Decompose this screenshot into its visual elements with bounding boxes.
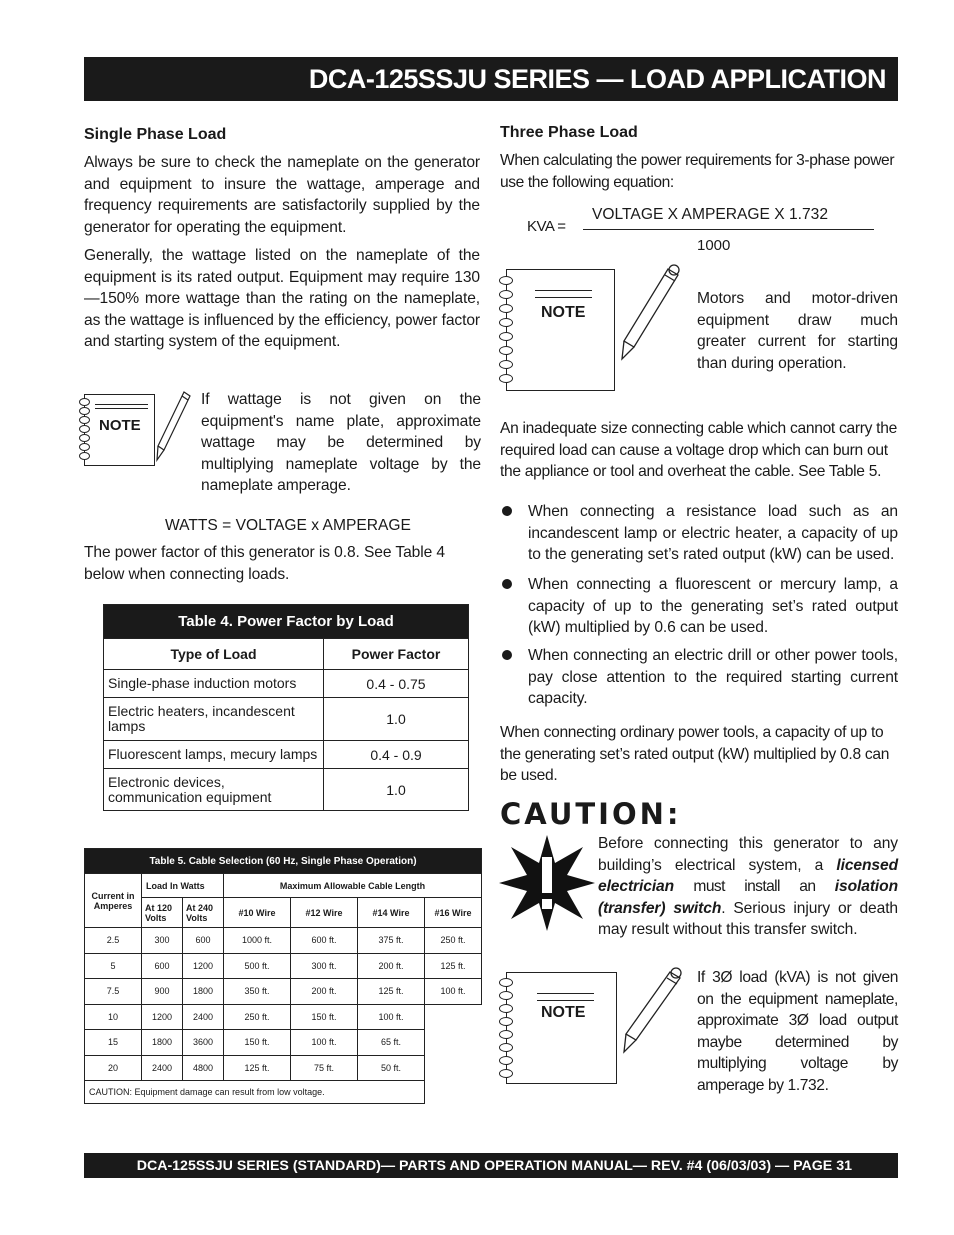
table-cell: Single-phase induction motors: [104, 670, 324, 698]
table-cell: [425, 1004, 482, 1030]
table-cell: 2400: [142, 1055, 183, 1081]
note-text-3phase: If 3Ø load (kVA) is not given on the equipment nameplate, approximate 3Ø load output maybe determined by multiplying voltage by amperage by 1.732.: [697, 969, 898, 1094]
table-cell: 2400: [183, 1004, 224, 1030]
bullet-item: When connecting a fluorescent or mercury lamp, a capacity of up to the generating set’s rated output (kW) multiplied by 0.6 can be used.: [528, 576, 898, 636]
table-cell: 100 ft.: [291, 1030, 358, 1056]
bullet-icon: [502, 506, 512, 516]
table-cell: 600 ft.: [291, 928, 358, 954]
cable-selection-table: [84, 848, 482, 1104]
bullet-item: When connecting a resistance load such as an incandescent lamp or electric heater, a capacity of up to the generating set’s rated output (kW) can be used.: [528, 503, 898, 563]
caution-heading: CAUTION:: [500, 797, 682, 831]
table5-header: #14 Wire: [358, 898, 425, 928]
table-cell: 150 ft.: [224, 1030, 291, 1056]
table-cell: 300: [142, 928, 183, 954]
pencil-icon: [154, 388, 194, 464]
table-row: [85, 928, 482, 954]
table4-caption: Table 4. Power Factor by Load: [104, 605, 469, 639]
pencil-icon: [614, 263, 684, 363]
table-cell: 125 ft.: [425, 953, 482, 979]
bullet-icon: [502, 650, 512, 660]
table5-header: At 120 Volts: [142, 898, 183, 928]
table-cell: 600: [183, 928, 224, 954]
table-row: [104, 670, 469, 698]
table-cell: 250 ft.: [425, 928, 482, 954]
table5-header: #12 Wire: [291, 898, 358, 928]
table5-caption: Table 5. Cable Selection (60 Hz, Single Phase Operation): [85, 849, 482, 874]
bullet-item: When connecting an electric drill or other power tools, pay close attention to the required starting current capacity.: [528, 647, 898, 707]
table-cell: 15: [85, 1030, 142, 1056]
footer-text: DCA-125SSJU SERIES (STANDARD)— PARTS AND OPERATION MANUAL— REV. #4 (06/03/03) — PAGE 31: [136, 1157, 852, 1174]
table-cell: 1800: [142, 1030, 183, 1056]
table5-header: #16 Wire: [425, 898, 482, 928]
page-title: DCA-125SSJU SERIES — LOAD APPLICATION: [308, 63, 886, 94]
note-icon: NOTE: [506, 972, 617, 1084]
pencil-icon: [616, 966, 686, 1056]
table-cell: 4800: [183, 1055, 224, 1081]
table-cell: 150 ft.: [291, 1004, 358, 1030]
table5-header: Current in Amperes: [85, 874, 142, 928]
table-cell: 100 ft.: [358, 1004, 425, 1030]
table-row: [85, 1055, 482, 1081]
table-cell: 0.4 - 0.9: [324, 741, 469, 769]
bullet-icon: [502, 579, 512, 589]
note-text-wattage: If wattage is not given on the equipment's name plate, approximate wattage may be determined by multiplying nameplate voltage by the nameplate amperage.: [201, 391, 481, 494]
table-cell: Electronic devices, communication equipment: [104, 769, 324, 811]
table-cell: 1.0: [324, 698, 469, 741]
table-cell: 7.5: [85, 979, 142, 1005]
single-phase-para2: Generally, the wattage listed on the nameplate of the equipment is its rated output. Equipment may require 130—150% more wattage than the rating on the nameplate, as the wattage is influenced by the efficiency, power factor and starting system of the equipment.: [84, 247, 480, 350]
kva-label: KVA =: [527, 218, 566, 235]
table5-header: Load In Watts: [142, 874, 224, 898]
table-cell: 0.4 - 0.75: [324, 670, 469, 698]
single-phase-heading: Single Phase Load: [84, 126, 227, 143]
table-cell: 600: [142, 953, 183, 979]
table5-header: #10 Wire: [224, 898, 291, 928]
table-cell: 65 ft.: [358, 1030, 425, 1056]
table-cell: 200 ft.: [358, 953, 425, 979]
table-cell: 1200: [183, 953, 224, 979]
table-cell: 50 ft.: [358, 1055, 425, 1081]
table-cell: 5: [85, 953, 142, 979]
single-phase-para1: Always be sure to check the nameplate on the generator and equipment to insure the wattage, amperage and frequency requirements are satisfactorily supplied by the generator for operating the equipment.: [84, 154, 480, 236]
power-factor-para: The power factor of this generator is 0.8. See Table 4 below when connecting loads.: [84, 544, 445, 583]
table-row: [85, 1030, 482, 1056]
table-cell: 3600: [183, 1030, 224, 1056]
table-cell: [425, 1055, 482, 1081]
table-cell: 1.0: [324, 769, 469, 811]
table-cell: 2.5: [85, 928, 142, 954]
table-cell: 375 ft.: [358, 928, 425, 954]
page-title-bar: [84, 57, 898, 101]
table-cell: [425, 1030, 482, 1056]
table-row: [104, 741, 469, 769]
table4-header: Type of Load: [104, 639, 324, 670]
warning-burst-icon: [497, 833, 597, 933]
table-cell: 900: [142, 979, 183, 1005]
watts-formula: WATTS = VOLTAGE x AMPERAGE: [165, 517, 411, 534]
table-row: [85, 1004, 482, 1030]
cable-para: An inadequate size connecting cable which cannot carry the required load can cause a voltage drop which can burn out the appliance or tool and overheat the cable. See Table 5.: [500, 420, 897, 480]
table-cell: Fluorescent lamps, mecury lamps: [104, 741, 324, 769]
table-cell: 1000 ft.: [224, 928, 291, 954]
table-cell: 500 ft.: [224, 953, 291, 979]
table-row: [104, 698, 469, 741]
table-cell: 75 ft.: [291, 1055, 358, 1081]
table-cell: 350 ft.: [224, 979, 291, 1005]
three-phase-heading: Three Phase Load: [500, 124, 638, 141]
table-cell: 125 ft.: [358, 979, 425, 1005]
kva-numerator: VOLTAGE X AMPERAGE X 1.732: [592, 206, 829, 223]
three-phase-para1: When calculating the power requirements for 3-phase power use the following equation:: [500, 152, 895, 191]
power-factor-table: [103, 604, 469, 811]
table-cell: Electric heaters, incandescent lamps: [104, 698, 324, 741]
note-icon: NOTE: [506, 269, 615, 391]
note-text-motors: Motors and motor-driven equipment draw much greater current for starting than during operation.: [697, 290, 898, 372]
table-cell: 200 ft.: [291, 979, 358, 1005]
caution-text: Before connecting this generator to any building’s electrical system, a licensed electrician must install an isolation (transfer) switch. Serious injury or death may result without this transfer switch.: [598, 835, 898, 938]
table-cell: 10: [85, 1004, 142, 1030]
table-cell: 125 ft.: [224, 1055, 291, 1081]
table5-header: Maximum Allowable Cable Length: [224, 874, 482, 898]
table-cell: 20: [85, 1055, 142, 1081]
table-row: [85, 979, 482, 1005]
table4-header: Power Factor: [324, 639, 469, 670]
fraction-line: [583, 229, 874, 230]
table-cell: 250 ft.: [224, 1004, 291, 1030]
note-icon: NOTE: [84, 394, 155, 466]
power-tools-para: When connecting ordinary power tools, a capacity of up to the generating set’s rated output (kW) multiplied by 0.8 can be used.: [500, 724, 890, 784]
table-cell: 1200: [142, 1004, 183, 1030]
table-cell: 300 ft.: [291, 953, 358, 979]
table5-header: At 240 Volts: [183, 898, 224, 928]
table5-footnote: CAUTION: Equipment damage can result from low voltage.: [85, 1081, 425, 1104]
table-cell: 100 ft.: [425, 979, 482, 1005]
table-row: [85, 953, 482, 979]
kva-denominator: 1000: [697, 237, 731, 254]
table-cell: 1800: [183, 979, 224, 1005]
table-row: [104, 769, 469, 811]
footer-bar: [84, 1153, 898, 1178]
